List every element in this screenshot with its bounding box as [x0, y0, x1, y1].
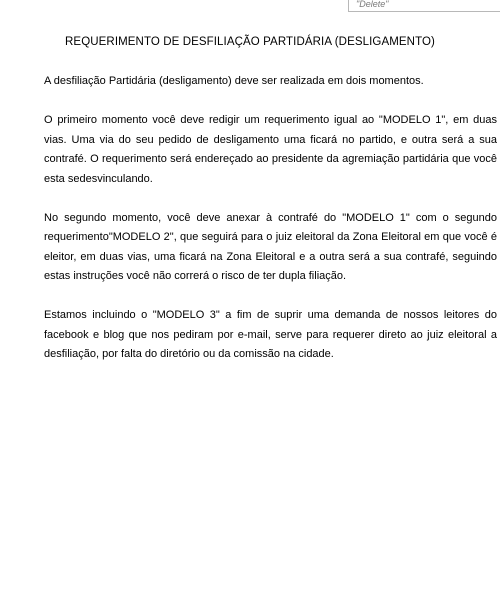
paragraph-second-step: No segundo momento, você deve anexar à contrafé do "MODELO 1" com o segundo requerimento"MODELO 2", que seguirá para o juiz eleitoral da Zona Eleitoral em que você é eleitor, em duas vias, uma ficará na Zona Eleitoral e a outra será a sua contrafé, seguindo estas instruções você não correrá o risco de ter dupla filiação. — [44, 211, 497, 282]
paragraph-first-step: O primeiro momento você deve redigir um requerimento igual ao "MODELO 1", em duas vias. Uma via do seu pedido de desligamento uma ficará no partido, e outra será a sua contrafé. O requerimento será endereçado ao presidente da agremiação partidária que você esta sedesvinculando. — [44, 114, 497, 185]
delete-field[interactable] — [348, 0, 500, 12]
document-title: REQUERIMENTO DE DESFILIAÇÃO PARTIDÁRIA (DESLIGAMENTO) — [65, 36, 435, 48]
delete-field-text: "Delete" — [356, 0, 389, 9]
document-body — [44, 72, 497, 384]
paragraph-intro: A desfiliação Partidária (desligamento) deve ser realizada em dois momentos. — [44, 75, 424, 87]
paragraph-model-3: Estamos incluindo o "MODELO 3" a fim de suprir uma demanda de nossos leitores do facebook e blog que nos pediram por e-mail, serve para requerer direto ao juiz eleitoral a desfiliação, por falta do diretório ou da comissão na cidade. — [44, 309, 497, 360]
